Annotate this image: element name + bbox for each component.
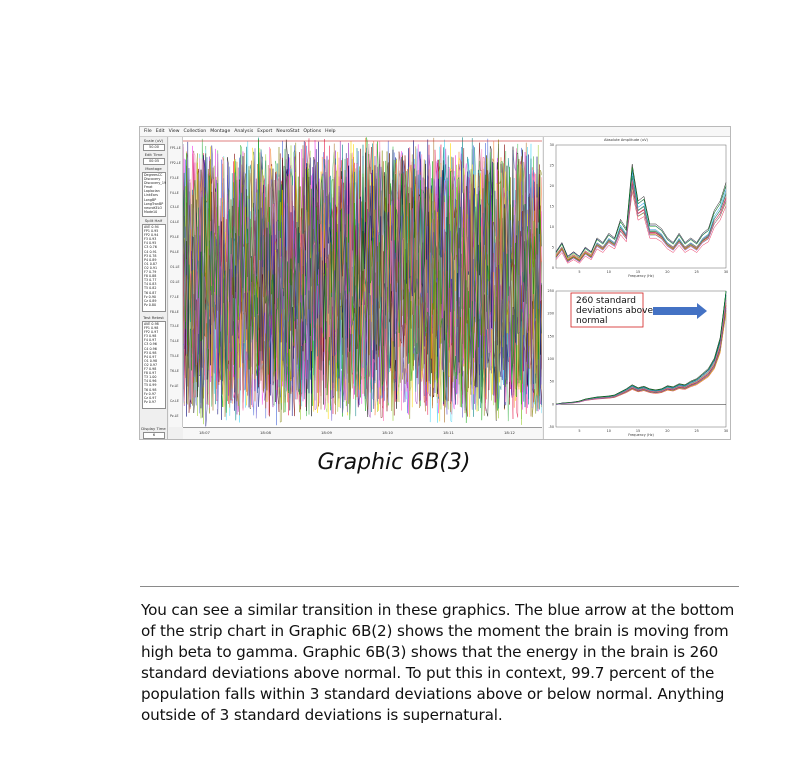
test-retest-label: Test Retest xyxy=(143,315,164,320)
spectrum-line xyxy=(556,179,726,259)
test-retest-item: C3 0.96 xyxy=(144,342,157,347)
split-half-item: FP1 0.95 xyxy=(144,229,159,234)
test-retest-item: P3 0.98 xyxy=(144,350,157,355)
split-half-item: Cz 0.89 xyxy=(144,298,157,303)
montage-item[interactable]: LongTranBP xyxy=(144,201,164,206)
split-half-item: C4 0.91 xyxy=(144,249,157,254)
y-tick-label: 0 xyxy=(551,402,554,407)
montage-item[interactable]: neuroKELO xyxy=(144,205,163,210)
top-chart-title: Absolute Amplitude (uV) xyxy=(604,138,648,142)
x-tick-label: 20 xyxy=(665,270,670,274)
split-half-item: F3 0.93 xyxy=(144,237,157,242)
split-half-item: FP2 0.94 xyxy=(144,233,159,238)
spectrum-line xyxy=(556,176,726,262)
test-retest-item: FP2 0.97 xyxy=(144,330,159,335)
test-retest-item: T5 0.99 xyxy=(144,383,157,388)
y-tick-label: 250 xyxy=(547,289,554,293)
montage-item[interactable]: Fmat xyxy=(144,185,153,190)
channel-label: C3-LE xyxy=(170,205,180,210)
scale-label: Scale (uV) xyxy=(143,138,164,143)
spectrum-panel xyxy=(543,137,731,439)
menu-montage[interactable]: Montage xyxy=(210,129,231,134)
montage-label: Montage xyxy=(145,166,162,171)
eeg-traces xyxy=(183,137,542,427)
spectrum-line xyxy=(556,184,726,258)
channel-label: Cz-LE xyxy=(170,398,179,403)
spectrum-chart-2 xyxy=(548,289,729,437)
menu-file[interactable]: File xyxy=(144,129,152,134)
body-paragraph: You can see a similar transition in these graphics. The blue arrow at the bottom of the strip chart in Graphic 6B(2) shows the moment the brain is moving from high beta to gamma. Graphic 6B(3) shows that the energy in the brain is 260 standard deviations above normal. To put this in context, 99.7 percent of the population falls within 3 standard deviations above or below normal. Anything outside of 3 standard deviations is supernatural. xyxy=(141,601,735,724)
annotation-text: normal xyxy=(576,316,608,326)
test-retest-item: AVE 0.98 xyxy=(144,322,159,326)
test-retest-item: T3 1.00 xyxy=(144,375,157,380)
channel-label: T5-LE xyxy=(170,354,179,359)
test-retest-item: F8 0.97 xyxy=(144,371,157,376)
blue-arrow-icon xyxy=(653,303,707,319)
menu-export[interactable]: Export xyxy=(257,129,273,134)
montage-list[interactable] xyxy=(142,172,166,217)
test-retest-item: FP1 0.98 xyxy=(144,326,159,331)
edit-time-label: Edit Time xyxy=(144,152,163,157)
montage-item[interactable]: Discovery xyxy=(144,177,161,182)
x-tick-label: 5 xyxy=(578,429,581,433)
y-tick-label: 5 xyxy=(551,245,554,250)
channel-label: C4-LE xyxy=(170,220,180,225)
menu-help[interactable]: Help xyxy=(325,129,336,134)
split-half-item: T3 0.77 xyxy=(144,278,157,283)
chart-frame xyxy=(556,145,726,268)
spectrum-line xyxy=(556,178,726,260)
split-half-item: T5 0.82 xyxy=(144,286,157,291)
menu-analysis[interactable]: Analysis xyxy=(234,129,254,134)
split-half-list xyxy=(142,224,166,312)
split-half-item: F4 0.95 xyxy=(144,241,157,246)
time-tick: 18:09 xyxy=(321,430,332,435)
split-half-item: P4 0.89 xyxy=(144,257,157,262)
x-tick-label: 30 xyxy=(723,429,729,433)
edit-time-input[interactable]: 00:05 xyxy=(143,158,165,165)
y-tick-label: 150 xyxy=(547,334,554,339)
x-tick-label: 10 xyxy=(606,270,611,274)
x-tick-label: 15 xyxy=(635,270,641,274)
menu-bar xyxy=(140,127,730,137)
split-half-item: AVE 0.94 xyxy=(144,225,159,229)
test-retest-item: O1 0.98 xyxy=(144,358,158,363)
test-retest-item: Cz 0.97 xyxy=(144,395,157,400)
spectrum-line xyxy=(556,192,726,264)
montage-item[interactable]: Laplacian xyxy=(144,189,160,194)
channel-label: F3-LE xyxy=(170,175,179,180)
split-half-item: F8 0.88 xyxy=(144,274,157,279)
channel-label: FP2-LE xyxy=(170,160,181,165)
display-time-input[interactable]: 6 xyxy=(143,432,165,439)
y-tick-label: 30 xyxy=(549,143,554,147)
test-retest-item: F3 0.98 xyxy=(144,334,157,339)
menu-neurostat[interactable]: NeuroStat xyxy=(276,129,300,134)
channel-label: F7-LE xyxy=(170,294,179,299)
spectrum-line xyxy=(556,186,726,262)
y-tick-label: 200 xyxy=(547,311,554,316)
channel-label: Pz-LE xyxy=(170,413,179,418)
y-tick-label: -50 xyxy=(548,425,554,429)
y-tick-label: 20 xyxy=(549,184,554,188)
montage-item[interactable]: Discovery_19 xyxy=(144,181,167,186)
y-tick-label: 0 xyxy=(551,266,554,270)
x-tick-label: 15 xyxy=(635,429,641,433)
split-half-item: Pz 0.80 xyxy=(144,302,157,307)
time-tick: 18:07 xyxy=(199,430,210,435)
split-half-item: O2 0.91 xyxy=(144,265,158,270)
spectrum-line xyxy=(556,187,726,261)
time-axis xyxy=(183,427,542,439)
test-retest-item: T6 0.98 xyxy=(144,387,157,392)
y-tick-label: 100 xyxy=(547,357,554,361)
montage-item[interactable]: Mode10 xyxy=(144,209,158,214)
channel-label: O2-LE xyxy=(170,279,180,284)
test-retest-item: T4 0.96 xyxy=(144,379,157,384)
split-half-item: Fz 0.90 xyxy=(144,294,157,299)
split-half-item: T4 0.83 xyxy=(144,282,157,287)
display-time-label: Display Time xyxy=(141,426,166,431)
x-tick-label: 5 xyxy=(578,270,581,274)
split-half-item: P3 0.78 xyxy=(144,253,157,258)
scale-input[interactable]: 50.00 xyxy=(143,144,165,151)
test-retest-item: P4 0.97 xyxy=(144,354,157,359)
x-axis-label: Frequency (Hz) xyxy=(628,274,654,278)
channel-label: T4-LE xyxy=(170,339,179,344)
x-tick-label: 30 xyxy=(723,270,729,274)
channel-label: P3-LE xyxy=(170,235,179,240)
channel-label: F8-LE xyxy=(170,309,179,314)
x-tick-label: 10 xyxy=(606,429,611,433)
y-tick-label: 50 xyxy=(549,379,554,384)
test-retest-item: F7 0.98 xyxy=(144,367,157,372)
menu-collection[interactable]: Collection xyxy=(183,129,207,134)
channel-label: FP1-LE xyxy=(170,145,181,150)
time-tick: 18:08 xyxy=(260,430,271,435)
montage-item[interactable]: LongBP xyxy=(144,197,157,202)
time-tick: 18:10 xyxy=(382,430,393,435)
spectrum-charts xyxy=(544,137,731,439)
time-tick: 18:11 xyxy=(443,430,454,435)
channel-label: F4-LE xyxy=(170,190,179,195)
annotation-text: 260 standard xyxy=(576,296,636,306)
y-tick-label: 10 xyxy=(549,225,554,229)
channel-label: T6-LE xyxy=(170,369,179,373)
y-tick-label: 15 xyxy=(549,204,554,209)
channel-label: Fz-LE xyxy=(170,383,179,388)
channel-label: O1-LE xyxy=(170,264,180,269)
annotation-text: deviations above xyxy=(576,306,653,316)
channel-label: P4-LE xyxy=(170,250,179,255)
channel-labels xyxy=(169,137,183,427)
spectrum-line xyxy=(556,172,726,260)
menu-view[interactable]: View xyxy=(168,129,180,134)
test-retest-item: F4 0.97 xyxy=(144,338,157,343)
menu-edit[interactable]: Edit xyxy=(155,129,165,134)
channel-label: T3-LE xyxy=(170,324,179,329)
spectrum-line xyxy=(556,180,726,262)
x-tick-label: 20 xyxy=(665,429,670,433)
split-half-item: F7 0.79 xyxy=(144,270,157,275)
split-half-item: O1 0.87 xyxy=(144,261,158,266)
left-control-panel xyxy=(140,137,168,439)
spectrum-line xyxy=(556,182,726,260)
montage-item[interactable]: LinkEars xyxy=(144,193,158,198)
eeg-strip-chart[interactable] xyxy=(183,137,542,427)
figure-caption: Graphic 6B(3) xyxy=(317,450,471,475)
divider xyxy=(140,586,739,587)
split-half-label: Split Half xyxy=(144,218,163,223)
spectrum-chart-1 xyxy=(550,143,728,278)
test-retest-item: Pz 0.97 xyxy=(144,399,157,404)
test-retest-item: O2 0.97 xyxy=(144,362,158,367)
test-retest-list xyxy=(142,321,166,409)
test-retest-item: Fz 0.97 xyxy=(144,391,157,396)
split-half-item: C3 0.76 xyxy=(144,245,157,250)
x-tick-label: 25 xyxy=(694,270,699,274)
montage-item[interactable]: DegreesCC xyxy=(144,173,163,177)
test-retest-item: C4 0.96 xyxy=(144,346,157,351)
eeg-software-screenshot xyxy=(139,126,731,440)
split-half-item: T6 0.87 xyxy=(144,290,157,295)
x-tick-label: 25 xyxy=(694,429,699,433)
spectrum-line xyxy=(556,181,726,261)
time-tick: 18:12 xyxy=(504,430,515,435)
x-axis-label: Frequency (Hz) xyxy=(628,433,654,437)
menu-options[interactable]: Options xyxy=(303,129,322,134)
y-tick-label: 25 xyxy=(549,163,554,168)
